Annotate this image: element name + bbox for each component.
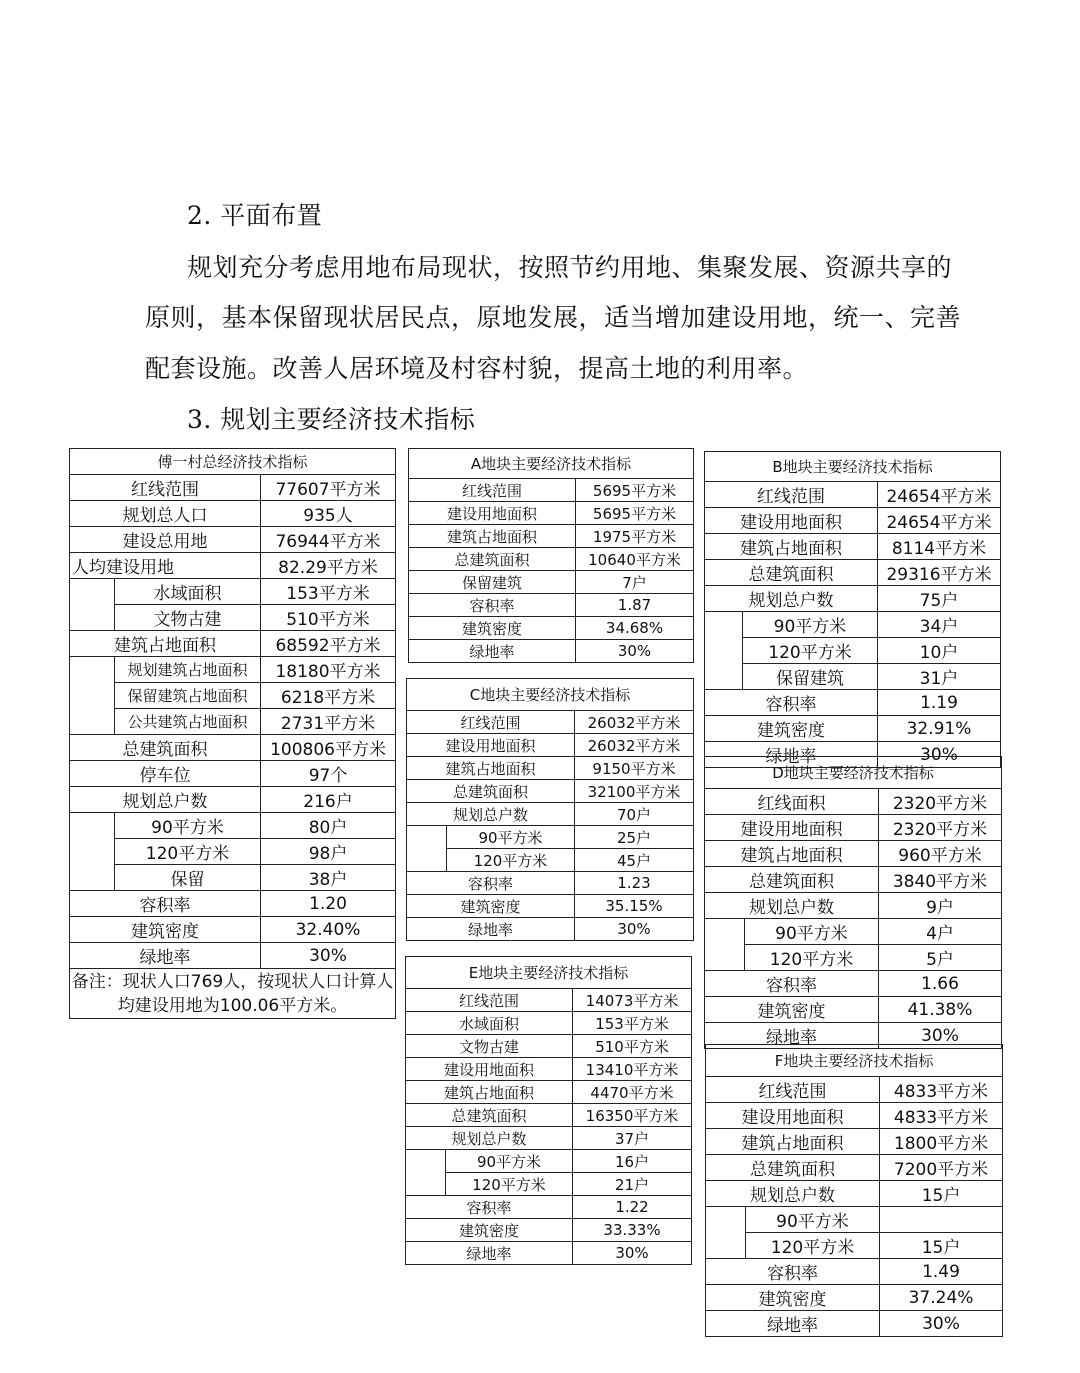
row-label: 停车位	[70, 761, 261, 787]
row-label: 保留建筑	[743, 664, 878, 690]
table-title: A地块主要经济技术指标	[409, 449, 694, 479]
row-label: 总建筑面积	[409, 548, 576, 571]
row-label: 规划总户数	[407, 803, 575, 826]
table-title: F地块主要经济技术指标	[706, 1045, 1003, 1077]
paragraph-line: 配套设施。改善人居环境及村容村貌，提高土地的利用率。	[145, 354, 809, 383]
row-label: 建筑占地面积	[70, 631, 261, 657]
row-value: 1.49	[880, 1259, 1003, 1285]
row-value: 1.22	[573, 1196, 692, 1219]
indent-cell	[705, 638, 743, 664]
row-value: 15户	[880, 1181, 1003, 1207]
row-value: 30%	[573, 1242, 692, 1265]
row-label: 建筑占地面积	[705, 534, 878, 560]
row-value: 1.23	[575, 872, 694, 895]
row-label: 总建筑面积	[407, 780, 575, 803]
row-value: 82.29平方米	[261, 553, 396, 579]
table-note: 备注：现状人口769人，按现状人口计算人均建设用地为100.06平方米。	[70, 969, 396, 1019]
total-indicators-table	[69, 448, 396, 1019]
row-value: 30%	[879, 1023, 1002, 1049]
indent-cell	[70, 839, 115, 865]
row-label: 建设用地面积	[409, 502, 576, 525]
row-label: 文物古建	[406, 1035, 573, 1058]
row-label: 建筑占地面积	[407, 757, 575, 780]
row-value: 4户	[879, 919, 1002, 945]
plot-a-table	[408, 448, 694, 663]
row-value: 9150平方米	[575, 757, 694, 780]
row-value: 7200平方米	[880, 1155, 1003, 1181]
row-value: 2731平方米	[261, 709, 396, 735]
paragraph-line: 规划充分考虑用地布局现状，按照节约用地、集聚发展、资源共享的	[187, 253, 953, 282]
plot-f-table	[705, 1044, 1003, 1337]
row-value: 34户	[878, 612, 1001, 638]
row-label: 建筑密度	[409, 617, 576, 640]
plot-b-table	[704, 451, 1001, 768]
row-value: 30%	[575, 918, 694, 941]
row-label: 容积率	[406, 1196, 573, 1219]
table-title: E地块主要经济技术指标	[406, 957, 692, 989]
row-value: 34.68%	[576, 617, 694, 640]
row-value: 32.91%	[878, 716, 1001, 742]
row-label: 红线范围	[409, 479, 576, 502]
row-label: 规划总人口	[70, 501, 261, 527]
row-value: 29316平方米	[878, 560, 1001, 586]
indent-cell	[406, 1150, 446, 1173]
row-value: 3840平方米	[879, 867, 1002, 893]
row-label: 红线范围	[70, 475, 261, 501]
indent-cell	[70, 605, 115, 631]
row-label: 规划总户数	[706, 1181, 880, 1207]
plot-d-table	[704, 756, 1002, 1049]
row-label: 120平方米	[746, 1233, 880, 1259]
indent-cell	[407, 849, 447, 872]
row-value: 41.38%	[879, 997, 1002, 1023]
row-label: 120平方米	[743, 638, 878, 664]
indent-cell	[70, 683, 115, 709]
row-value: 1975平方米	[576, 525, 694, 548]
row-value: 10640平方米	[576, 548, 694, 571]
row-value: 5695平方米	[576, 479, 694, 502]
row-label: 90平方米	[743, 612, 878, 638]
table-title: B地块主要经济技术指标	[705, 452, 1001, 482]
row-label: 120平方米	[447, 849, 575, 872]
row-label: 水域面积	[115, 579, 261, 605]
indent-cell	[407, 826, 447, 849]
row-value: 37.24%	[880, 1285, 1003, 1311]
row-label: 90平方米	[447, 826, 575, 849]
row-label: 建筑占地面积	[705, 841, 879, 867]
row-label: 规划建筑占地面积	[115, 657, 261, 683]
row-value: 77607平方米	[261, 475, 396, 501]
row-value: 14073平方米	[573, 989, 692, 1012]
row-label: 总建筑面积	[705, 560, 878, 586]
table-title: 傅一村总经济技术指标	[70, 449, 396, 475]
row-value: 30%	[880, 1311, 1003, 1337]
row-label: 建设用地面积	[705, 508, 878, 534]
row-value: 1.87	[576, 594, 694, 617]
indent-cell	[70, 709, 115, 735]
row-value: 5户	[879, 945, 1002, 971]
row-value: 15户	[880, 1233, 1003, 1259]
row-value: 37户	[573, 1127, 692, 1150]
row-label: 总建筑面积	[706, 1155, 880, 1181]
plot-c-table	[406, 678, 694, 941]
section-heading-indicators: 3. 规划主要经济技术指标	[187, 405, 476, 434]
indent-cell	[705, 919, 745, 945]
row-value: 26032平方米	[575, 734, 694, 757]
row-label: 红线面积	[705, 789, 879, 815]
row-label: 容积率	[70, 891, 261, 917]
row-value: 510平方米	[261, 605, 396, 631]
row-label: 建筑密度	[406, 1219, 573, 1242]
row-label: 公共建筑占地面积	[115, 709, 261, 735]
row-value: 510平方米	[573, 1035, 692, 1058]
row-value: 2320平方米	[879, 789, 1002, 815]
row-value: 153平方米	[573, 1012, 692, 1035]
row-value: 2320平方米	[879, 815, 1002, 841]
row-label: 建设总用地	[70, 527, 261, 553]
row-label: 总建筑面积	[705, 867, 879, 893]
row-label: 90平方米	[746, 1207, 880, 1233]
plot-e-table	[405, 956, 692, 1265]
row-value: 5695平方米	[576, 502, 694, 525]
row-value: 75户	[878, 586, 1001, 612]
row-label: 总建筑面积	[406, 1104, 573, 1127]
row-label: 红线范围	[407, 711, 575, 734]
row-label: 保留建筑占地面积	[115, 683, 261, 709]
row-label: 120平方米	[745, 945, 879, 971]
row-value: 1.19	[878, 690, 1001, 716]
row-label: 建设用地面积	[406, 1058, 573, 1081]
row-label: 绿地率	[406, 1242, 573, 1265]
row-value: 80户	[261, 813, 396, 839]
row-label: 120平方米	[446, 1173, 573, 1196]
row-label: 保留	[115, 865, 261, 891]
row-label: 建筑密度	[407, 895, 575, 918]
row-value: 30%	[576, 640, 694, 663]
row-value: 31户	[878, 664, 1001, 690]
row-value: 16350平方米	[573, 1104, 692, 1127]
row-value: 6218平方米	[261, 683, 396, 709]
row-value: 216户	[261, 787, 396, 813]
row-value: 32.40%	[261, 917, 396, 943]
row-value: 30%	[261, 943, 396, 969]
row-value: 24654平方米	[878, 482, 1001, 508]
row-value	[880, 1207, 1003, 1233]
row-value: 21户	[573, 1173, 692, 1196]
indent-cell	[70, 657, 115, 683]
row-value: 33.33%	[573, 1219, 692, 1242]
row-value: 26032平方米	[575, 711, 694, 734]
row-value: 70户	[575, 803, 694, 826]
row-label: 建筑占地面积	[706, 1129, 880, 1155]
row-value: 16户	[573, 1150, 692, 1173]
row-label: 总建筑面积	[70, 735, 261, 761]
row-value: 8114平方米	[878, 534, 1001, 560]
row-label: 绿地率	[706, 1311, 880, 1337]
row-label: 建筑密度	[705, 997, 879, 1023]
row-label: 建筑占地面积	[409, 525, 576, 548]
indent-cell	[705, 664, 743, 690]
row-value: 68592平方米	[261, 631, 396, 657]
row-value: 4833平方米	[880, 1077, 1003, 1103]
row-label: 建筑密度	[70, 917, 261, 943]
row-label: 文物古建	[115, 605, 261, 631]
row-label: 绿地率	[705, 742, 878, 768]
row-value: 30%	[878, 742, 1001, 768]
table-title: D地块主要经济技术指标	[705, 757, 1002, 789]
row-label: 建设用地面积	[706, 1103, 880, 1129]
row-label: 90平方米	[745, 919, 879, 945]
row-value: 18180平方米	[261, 657, 396, 683]
row-value: 45户	[575, 849, 694, 872]
row-value: 32100平方米	[575, 780, 694, 803]
row-value: 1800平方米	[880, 1129, 1003, 1155]
indent-cell	[706, 1233, 746, 1259]
row-value: 10户	[878, 638, 1001, 664]
indent-cell	[705, 612, 743, 638]
row-value: 13410平方米	[573, 1058, 692, 1081]
row-label: 容积率	[705, 971, 879, 997]
row-label: 90平方米	[115, 813, 261, 839]
paragraph-line: 原则，基本保留现状居民点，原地发展，适当增加建设用地，统一、完善	[145, 303, 962, 332]
row-value: 4833平方米	[880, 1103, 1003, 1129]
row-label: 建设用地面积	[407, 734, 575, 757]
table-title: C地块主要经济技术指标	[407, 679, 694, 711]
indent-cell	[406, 1173, 446, 1196]
row-value: 960平方米	[879, 841, 1002, 867]
row-value: 9户	[879, 893, 1002, 919]
row-label: 绿地率	[70, 943, 261, 969]
indent-cell	[706, 1207, 746, 1233]
row-value: 98户	[261, 839, 396, 865]
row-value: 38户	[261, 865, 396, 891]
indent-cell	[70, 579, 115, 605]
row-label: 建筑密度	[706, 1285, 880, 1311]
row-value: 25户	[575, 826, 694, 849]
row-label: 规划总户数	[70, 787, 261, 813]
row-label: 人均建设用地	[70, 553, 261, 579]
row-label: 水域面积	[406, 1012, 573, 1035]
row-label: 规划总户数	[705, 893, 879, 919]
row-label: 红线范围	[406, 989, 573, 1012]
row-label: 容积率	[407, 872, 575, 895]
row-label: 建筑占地面积	[406, 1081, 573, 1104]
row-label: 容积率	[706, 1259, 880, 1285]
row-label: 绿地率	[705, 1023, 879, 1049]
row-label: 红线范围	[705, 482, 878, 508]
row-label: 120平方米	[115, 839, 261, 865]
row-value: 1.66	[879, 971, 1002, 997]
row-value: 76944平方米	[261, 527, 396, 553]
row-value: 24654平方米	[878, 508, 1001, 534]
section-heading-layout: 2. 平面布置	[187, 201, 323, 230]
row-label: 红线范围	[706, 1077, 880, 1103]
row-value: 4470平方米	[573, 1081, 692, 1104]
row-label: 容积率	[409, 594, 576, 617]
row-value: 1.20	[261, 891, 396, 917]
row-value: 35.15%	[575, 895, 694, 918]
row-value: 100806平方米	[261, 735, 396, 761]
row-label: 90平方米	[446, 1150, 573, 1173]
row-value: 153平方米	[261, 579, 396, 605]
row-value: 97个	[261, 761, 396, 787]
row-value: 7户	[576, 571, 694, 594]
row-value: 935人	[261, 501, 396, 527]
row-label: 绿地率	[409, 640, 576, 663]
indent-cell	[70, 865, 115, 891]
row-label: 容积率	[705, 690, 878, 716]
row-label: 建设用地面积	[705, 815, 879, 841]
row-label: 规划总户数	[406, 1127, 573, 1150]
indent-cell	[705, 945, 745, 971]
row-label: 绿地率	[407, 918, 575, 941]
row-label: 规划总户数	[705, 586, 878, 612]
row-label: 保留建筑	[409, 571, 576, 594]
row-label: 建筑密度	[705, 716, 878, 742]
indent-cell	[70, 813, 115, 839]
